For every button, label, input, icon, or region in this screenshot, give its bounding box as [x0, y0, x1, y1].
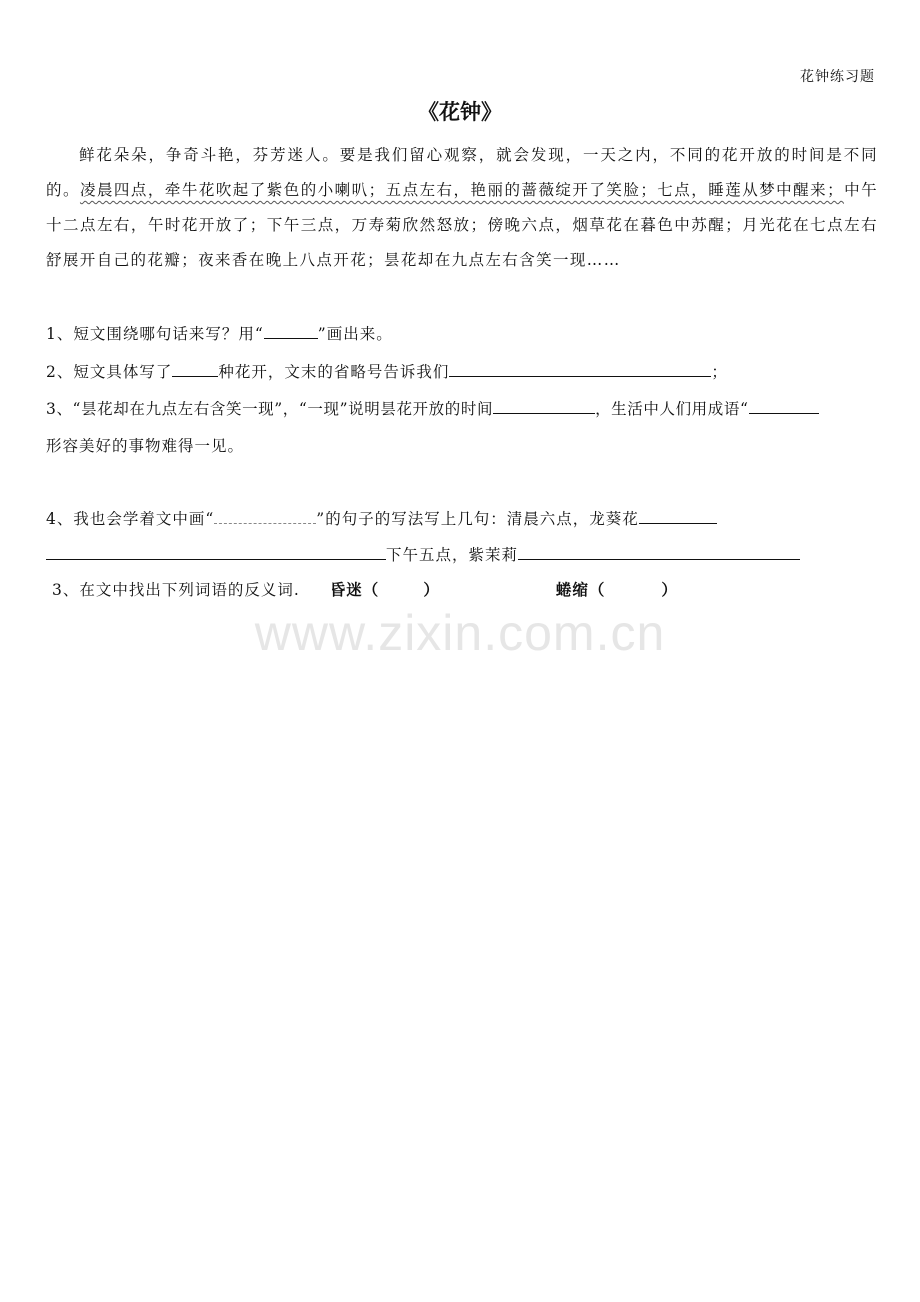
- antonym-word-2: 蜷缩（: [555, 581, 606, 599]
- question-3: [46, 397, 819, 419]
- answer-blank[interactable]: [379, 580, 423, 596]
- answer-blank[interactable]: [639, 508, 717, 525]
- antonym-word-1: 昏迷（: [329, 581, 380, 599]
- question-1-text: 1、短文围绕哪句话来写？用“: [46, 325, 264, 343]
- question-3-text: 3、“昙花却在九点左右含笑一现”，“一现”说明昙花开放的时间: [46, 400, 494, 418]
- answer-blank[interactable]: [449, 361, 711, 378]
- answer-blank[interactable]: [605, 580, 661, 596]
- question-4-line-2: [46, 543, 800, 565]
- answer-blank[interactable]: [493, 398, 595, 415]
- question-4-middle: ”的句子的写法写上几句：清晨六点，龙葵花: [316, 510, 639, 528]
- answer-blank[interactable]: [264, 323, 318, 340]
- question-4-text: 4、我也会学着文中画“: [46, 510, 215, 528]
- reading-passage: [46, 138, 878, 278]
- antonym-close-2: ）: [661, 581, 678, 599]
- watermark: www.zixin.com.cn: [254, 605, 666, 661]
- question-1: [46, 322, 393, 344]
- question-1-tail: ”画出来。: [317, 325, 393, 343]
- question-5: [52, 578, 678, 600]
- answer-blank[interactable]: [172, 361, 218, 378]
- question-2-tail: ；: [711, 363, 728, 381]
- question-2-middle: 种花开，文末的省略号告诉我们: [218, 363, 450, 381]
- page-title: 《花钟》: [418, 100, 502, 124]
- page-header: 花钟练习题: [800, 69, 875, 85]
- question-3-line-2: 形容美好的事物难得一见。: [46, 437, 245, 455]
- question-2: [46, 360, 728, 382]
- question-4-line-2-text: 下午五点，紫茉莉: [386, 546, 519, 564]
- question-3-middle: ，生活中人们用成语“: [595, 400, 749, 418]
- answer-blank[interactable]: [749, 398, 819, 415]
- answer-blank[interactable]: [214, 508, 316, 525]
- passage-main-sentence: 凌晨四点，牵牛花吹起了紫色的小喇叭；五点左右，艳丽的蔷薇绽开了笑脸；七点，睡莲从梦中醒来；: [79, 181, 845, 199]
- passage-intro: 鲜花朵朵，争奇斗艳，芬芳迷人。要是我们留心观察，就会发现，一天之内，不同的花开放的时间是不同的。: [46, 146, 878, 199]
- question-4: [46, 507, 717, 529]
- answer-blank[interactable]: [518, 544, 800, 561]
- passage-rest: 中午十二点左右，午时花开放了；下午三点，万寿菊欣然怒放；傍晚六点，烟草花在暮色中苏醒；月光花在七点左右舒展开自己的花瓣；夜来香在晚上八点开花；昙花却在九点左右含笑一现……: [46, 181, 878, 269]
- question-5-text: 3、在文中找出下列词语的反义词.: [52, 581, 300, 599]
- answer-blank[interactable]: [46, 544, 386, 561]
- question-2-text: 2、短文具体写了: [46, 363, 173, 381]
- antonym-close-1: ）: [423, 581, 440, 599]
